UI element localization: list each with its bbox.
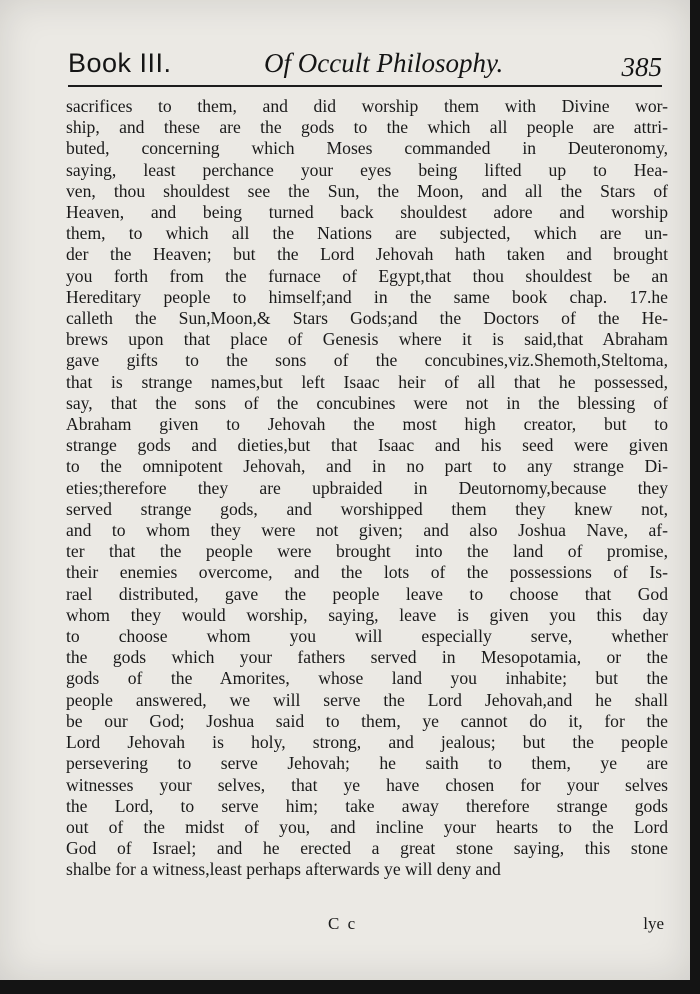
text-line: ven, thou shouldest see the Sun, the Moon, and all the Stars of (66, 180, 668, 201)
text-line: witnesses your selves, that ye have chosen for your selves (66, 774, 668, 795)
text-line: gave gifts to the sons of the concubines,viz.Shemoth,Steltoma, (66, 350, 668, 371)
text-line: shalbe for a witness,least perhaps afterwards ye will deny and (66, 859, 501, 880)
text-line: to the omnipotent Jehovah, and in no part to any strange Di- (66, 456, 668, 477)
text-line: served strange gods, and worshipped them they knew not, (66, 498, 668, 519)
text-line: and to whom they were not given; and also Joshua Nave, af- (66, 520, 668, 541)
text-line: the gods which your fathers served in Mesopotamia, or the (66, 647, 668, 668)
text-line: Hereditary people to himself;and in the same book chap. 17.he (66, 286, 668, 307)
body-text (66, 96, 668, 881)
text-line: rael distributed, gave the people leave to choose that God (66, 583, 668, 604)
running-header (68, 48, 668, 88)
text-line: the Lord, to serve him; take away therefore strange gods (66, 795, 668, 816)
text-line: gods of the Amorites, whose land you inhabite; but the (66, 668, 668, 689)
text-line: buted, concerning which Moses commanded in Deuteronomy, (66, 138, 668, 159)
text-line: brews upon that place of Genesis where it is said,that Abraham (66, 329, 668, 350)
text-line: out of the midst of you, and incline your hearts to the Lord (66, 816, 668, 837)
text-line: whom they would worship, saying, leave is given you this day (66, 604, 668, 625)
text-line: say, that the sons of the concubines were not in the blessing of (66, 392, 668, 413)
text-line: ter that the people were brought into the land of promise, (66, 541, 668, 562)
running-title: Of Occult Philosophy. (264, 48, 504, 78)
text-line: them, to which all the Nations are subjected, which are un- (66, 223, 668, 244)
text-line: Abraham given to Jehovah the most high creator, but to (66, 414, 668, 435)
text-line: you forth from the furnace of Egypt,that thou shouldest be an (66, 265, 668, 286)
page-number: 385 (621, 52, 662, 82)
page-footer (66, 914, 666, 938)
text-line: to choose whom you will especially serve, whether (66, 626, 668, 647)
text-line: that is strange names,but left Isaac heir of all that he possessed, (66, 371, 668, 392)
text-line: be our God; Joshua said to them, ye cannot do it, for the (66, 710, 668, 731)
text-line: their enemies overcome, and the lots of the possessions of Is- (66, 562, 668, 583)
catchword: lye (643, 914, 664, 933)
signature-mark: C c (328, 914, 358, 933)
text-line: eties;therefore they are upbraided in Deutornomy,because they (66, 477, 668, 498)
text-line: people answered, we will serve the Lord Jehovah,and he shall (66, 689, 668, 710)
text-line: God of Israel; and he erected a great stone saying, this stone (66, 838, 668, 859)
page-edge-shadow (690, 0, 700, 994)
text-line: Lord Jehovah is holy, strong, and jealous; but the people (66, 732, 668, 753)
text-line: Heaven, and being turned back shouldest adore and worship (66, 202, 668, 223)
page-bottom-shadow (0, 980, 700, 994)
text-line: saying, least perchance your eyes being lifted up to Hea- (66, 159, 668, 180)
text-line: sacrifices to them, and did worship them with Divine wor- (66, 96, 668, 116)
text-line: strange gods and dieties,but that Isaac and his seed were given (66, 435, 668, 456)
text-line: ship, and these are the gods to the which all people are attri- (66, 117, 668, 138)
text-line: calleth the Sun,Moon,& Stars Gods;and the Doctors of the He- (66, 308, 668, 329)
text-line: der the Heaven; but the Lord Jehovah hath taken and brought (66, 244, 668, 265)
header-rule (68, 85, 662, 87)
text-line: persevering to serve Jehovah; he saith to them, ye are (66, 753, 668, 774)
book-label: Book III. (68, 48, 172, 78)
